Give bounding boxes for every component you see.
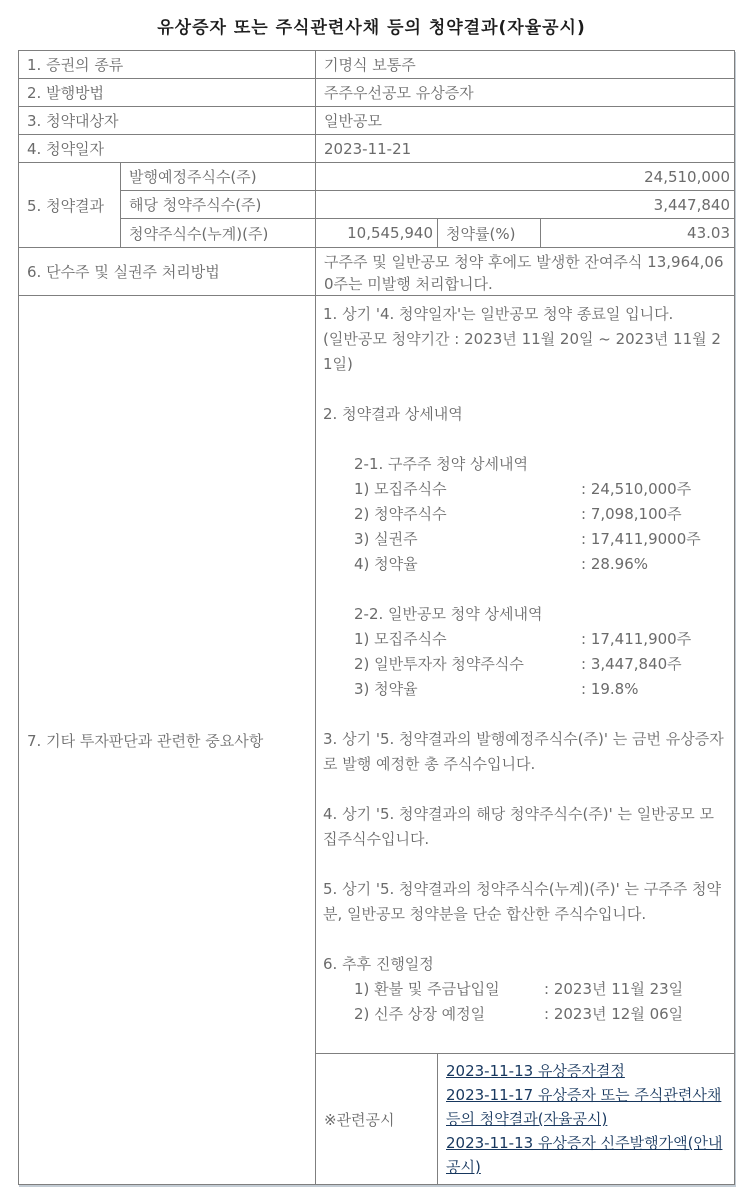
- row2-value: 주주우선공모 유상증자: [324, 84, 474, 102]
- detail-item: [354, 477, 726, 502]
- detail-item-label: 2) 청약주식수: [354, 505, 447, 523]
- note-line: 5. 상기 '5. 청약결과의 청약주식수(누계)(주)' 는 구주주 청약분, 일반공모 청약분을 단순 합산한 주식수입니다.: [323, 880, 721, 923]
- detail-item-label: 1) 모집주식수: [354, 480, 447, 498]
- section-header: 2-2. 일반공모 청약 상세내역: [354, 605, 543, 623]
- page-title: 유상증자 또는 주식관련사채 등의 청약결과(자율공시): [157, 18, 586, 38]
- disclosure-table: [18, 50, 735, 1185]
- row7-content-column: [316, 296, 734, 1184]
- notes-content: [316, 296, 734, 1054]
- document-page: [0, 13, 743, 1198]
- detail-item-label: 3) 청약율: [354, 680, 418, 698]
- row5-label: 5. 청약결과: [19, 163, 121, 247]
- related-disclosures-links: [438, 1054, 734, 1184]
- row1-label: 1. 증권의 종류: [19, 51, 316, 78]
- row3-value: 일반공모: [324, 112, 382, 130]
- row6-label: 6. 단수주 및 실권주 처리방법: [19, 248, 316, 295]
- detail-item-value: : 24,510,000주: [581, 480, 692, 498]
- row7-label: 7. 기타 투자판단과 관련한 중요사항: [19, 296, 316, 1184]
- table-row: [19, 51, 734, 79]
- spacer: [323, 777, 726, 802]
- section-2-1: [354, 452, 726, 577]
- detail-item: [354, 652, 726, 677]
- row2-label: 2. 발행방법: [19, 79, 316, 106]
- section-header: 2-1. 구주주 청약 상세내역: [354, 455, 528, 473]
- schedule-item-value: : 2023년 12월 06일: [544, 1005, 684, 1023]
- detail-item: [354, 502, 726, 527]
- detail-item: [354, 527, 726, 552]
- detail-item: [354, 677, 726, 702]
- related-disclosures-row: [316, 1054, 734, 1184]
- schedule-item-label: 2) 신주 상장 예정일: [354, 1005, 486, 1023]
- spacer: [323, 702, 726, 727]
- schedule-item: [354, 1002, 726, 1027]
- row5c-value: 10,545,940: [316, 219, 438, 247]
- spacer: [323, 852, 726, 877]
- spacer: [323, 927, 726, 952]
- related-link-subscription-result[interactable]: 2023-11-17 유상증자 또는 주식관련사채 등의 청약결과(자율공시): [446, 1086, 722, 1128]
- row5b-value: 3,447,840: [653, 195, 730, 214]
- detail-item-value: : 7,098,100주: [581, 505, 682, 523]
- table-row: [19, 135, 734, 163]
- spacer: [323, 377, 726, 402]
- row3-label: 3. 청약대상자: [19, 107, 316, 134]
- detail-item-value: : 17,411,900주: [581, 630, 692, 648]
- spacer: [323, 427, 726, 452]
- table-subrow: [121, 219, 734, 247]
- detail-item-value: : 28.96%: [581, 555, 649, 573]
- table-row: [19, 248, 734, 296]
- table-row-important-notes: [19, 296, 734, 1184]
- row6-value: 구주주 및 일반공모 청약 후에도 발생한 잔여주식 13,964,060주는 미발행 처리합니다.: [324, 253, 724, 293]
- spacer: [323, 577, 726, 602]
- detail-item-label: 3) 실권주: [354, 530, 418, 548]
- row5c-label: 청약주식수(누계)(주): [121, 219, 316, 247]
- table-row-subscription-result: [19, 163, 734, 248]
- row5-subrows: [121, 163, 734, 247]
- row4-label: 4. 청약일자: [19, 135, 316, 162]
- detail-item-value: : 3,447,840주: [581, 655, 682, 673]
- row1-value: 기명식 보통주: [324, 56, 416, 74]
- detail-item-label: 1) 모집주식수: [354, 630, 447, 648]
- related-link-new-share-issue-price[interactable]: 2023-11-13 유상증자 신주발행가액(안내공시): [446, 1134, 723, 1176]
- table-subrow: [121, 191, 734, 219]
- detail-item: [354, 552, 726, 577]
- note-line: (일반공모 청약기간 : 2023년 11월 20일 ~ 2023년 11월 21일): [323, 330, 721, 373]
- detail-item: [354, 627, 726, 652]
- schedule-item-value: : 2023년 11월 23일: [544, 980, 684, 998]
- row5c-rate-label: 청약률(%): [438, 219, 541, 247]
- row4-value: 2023-11-21: [324, 139, 412, 158]
- note-line: 3. 상기 '5. 청약결과의 발행예정주식수(주)' 는 금번 유상증자로 발행 예정한 총 주식수입니다.: [323, 730, 724, 773]
- detail-item-label: 4) 청약율: [354, 555, 418, 573]
- detail-item-value: : 17,411,9000주: [581, 530, 701, 548]
- schedule-item: [354, 977, 726, 1002]
- note-line: 6. 추후 진행일정: [323, 955, 434, 973]
- related-link-capital-increase-decision[interactable]: 2023-11-13 유상증자결정: [446, 1062, 625, 1080]
- row5c-rate-value: 43.03: [687, 224, 730, 242]
- detail-item-value: : 19.8%: [581, 680, 639, 698]
- table-row: [19, 79, 734, 107]
- section-2-2: [354, 602, 726, 702]
- row5a-value: 24,510,000: [644, 167, 730, 186]
- table-row: [19, 107, 734, 135]
- note-line: 2. 청약결과 상세내역: [323, 405, 463, 423]
- note-line: 4. 상기 '5. 청약결과의 해당 청약주식수(주)' 는 일반공모 모집주식수입니다.: [323, 805, 715, 848]
- detail-item-label: 2) 일반투자자 청약주식수: [354, 655, 524, 673]
- related-disclosures-label: ※관련공시: [316, 1054, 438, 1184]
- row5b-label: 해당 청약주식수(주): [121, 191, 316, 218]
- note-line: 1. 상기 '4. 청약일자'는 일반공모 청약 종료일 입니다.: [323, 305, 674, 323]
- row5a-label: 발행예정주식수(주): [121, 163, 316, 190]
- table-subrow: [121, 163, 734, 191]
- schedule-item-label: 1) 환불 및 주금납입일: [354, 980, 500, 998]
